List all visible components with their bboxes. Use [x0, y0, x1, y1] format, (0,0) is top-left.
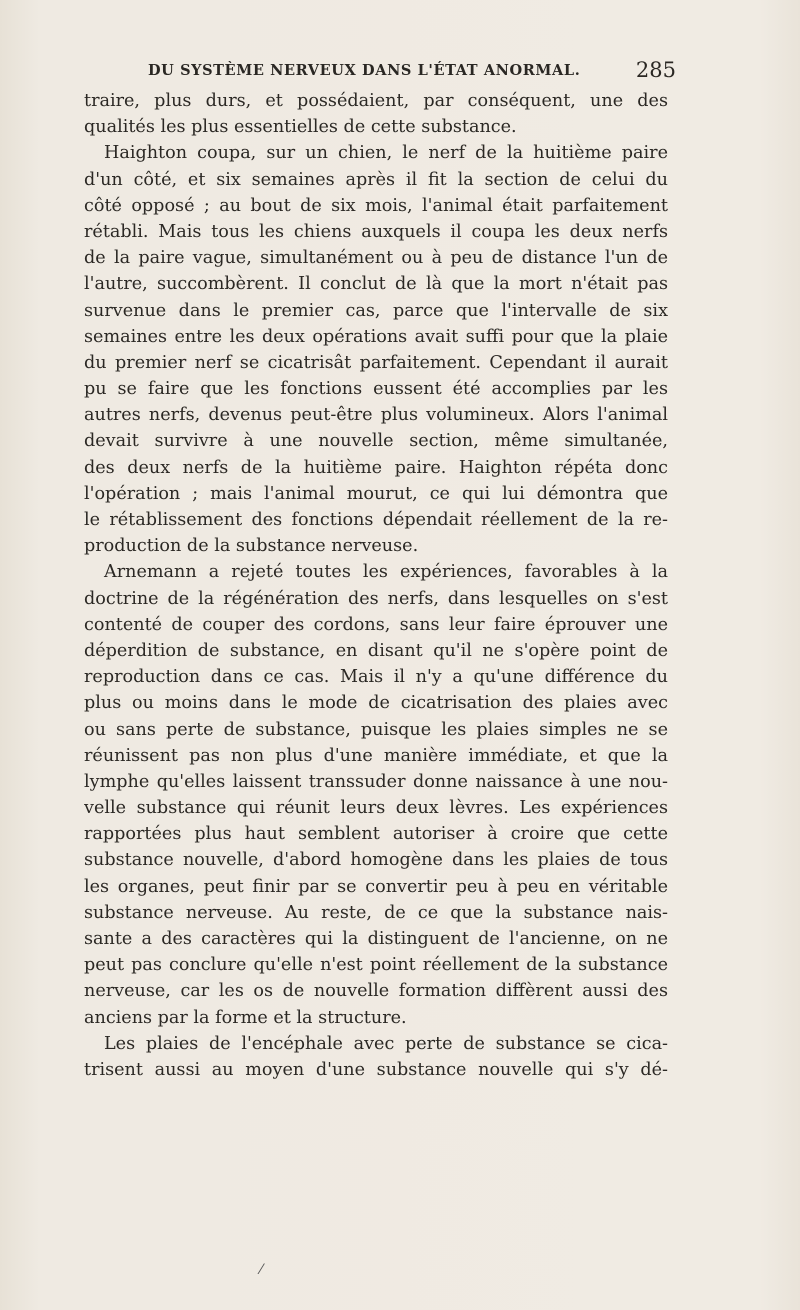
text-line: autres nerfs, devenus peut-être plus volumineux. Alors l'animal — [84, 405, 668, 426]
text-line: des deux nerfs de la huitième paire. Haighton répéta donc — [84, 457, 668, 478]
text-line: de la paire vague, simultanément ou à peu de distance l'un de — [84, 248, 668, 269]
text-line: rétabli. Mais tous les chiens auxquels il coupa les deux nerfs — [84, 221, 668, 242]
text-line: doctrine de la régénération des nerfs, dans lesquelles on s'est — [84, 588, 668, 609]
paper-mark: ⁄ — [260, 1262, 263, 1278]
text-line: semaines entre les deux opérations avait suffi pour que la plaie — [84, 326, 668, 347]
text-line: traire, plus durs, et possédaient, par conséquent, une des — [84, 91, 668, 111]
text-line: Les plaies de l'encéphale avec perte de substance se cica- — [104, 1033, 668, 1054]
text-line: le rétablissement des fonctions dépendait réellement de la re- — [84, 510, 668, 530]
text-line: côté opposé ; au bout de six mois, l'animal était parfaitement — [84, 195, 668, 216]
text-line: trisent aussi au moyen d'une substance nouvelle qui s'y dé- — [84, 1059, 668, 1080]
text-line: peut pas conclure qu'elle n'est point réellement de la substance — [84, 955, 668, 976]
text-line: rapportées plus haut semblent autoriser à croire que cette — [84, 824, 668, 845]
text-line: devait survivre à une nouvelle section, même simultanée, — [84, 431, 668, 452]
text-line: production de la substance nerveuse. — [84, 536, 419, 557]
text-line: nerveuse, car les os de nouvelle formation diffèrent aussi des — [84, 981, 668, 1002]
text-line: du premier nerf se cicatrisât parfaitement. Cependant il aurait — [84, 352, 668, 373]
page-number: 285 — [635, 58, 676, 82]
text-line: reproduction dans ce cas. Mais il n'y a qu'une différence du — [84, 667, 668, 688]
text-line: survenue dans le premier cas, parce que l'intervalle de six — [84, 300, 668, 321]
text-line: l'opération ; mais l'animal mourut, ce qui lui démontra que — [84, 483, 668, 504]
text-line: anciens par la forme et la structure. — [84, 1007, 407, 1028]
text-line: l'autre, succombèrent. Il conclut de là que la mort n'était pas — [84, 274, 668, 295]
text-line: Arnemann a rejeté toutes les expériences, favorables à la — [104, 562, 668, 583]
text-line: pu se faire que les fonctions eussent été accomplies par les — [84, 379, 668, 400]
text-line: ou sans perte de substance, puisque les plaies simples ne se — [84, 719, 668, 740]
page-header — [84, 58, 676, 84]
text-line: plus ou moins dans le mode de cicatrisation des plaies avec — [84, 693, 668, 714]
text-line: substance nerveuse. Au reste, de ce que la substance nais- — [84, 902, 668, 923]
text-line: velle substance qui réunit leurs deux lèvres. Les expériences — [84, 798, 668, 819]
text-line: contenté de couper des cordons, sans leur faire éprouver une — [84, 614, 668, 635]
text-line: d'un côté, et six semaines après il fit la section de celui du — [84, 169, 668, 190]
text-line: Haighton coupa, sur un chien, le nerf de la huitième paire — [104, 143, 668, 164]
text-line: déperdition de substance, en disant qu'il ne s'opère point de — [84, 640, 668, 661]
text-line: réunissent pas non plus d'une manière immédiate, et que la — [84, 745, 668, 766]
body-text — [84, 88, 668, 1083]
text-line: sante a des caractères qui la distinguent de l'ancienne, on ne — [84, 929, 668, 949]
text-line: lymphe qu'elles laissent transsuder donne naissance à une nou- — [84, 771, 668, 792]
text-line: les organes, peut finir par se convertir peu à peu en véritable — [84, 876, 668, 897]
text-line: substance nouvelle, d'abord homogène dans les plaies de tous — [84, 850, 668, 871]
text-line: qualités les plus essentielles de cette substance. — [84, 117, 517, 138]
running-head: DU SYSTÈME NERVEUX DANS L'ÉTAT ANORMAL. — [148, 62, 581, 79]
